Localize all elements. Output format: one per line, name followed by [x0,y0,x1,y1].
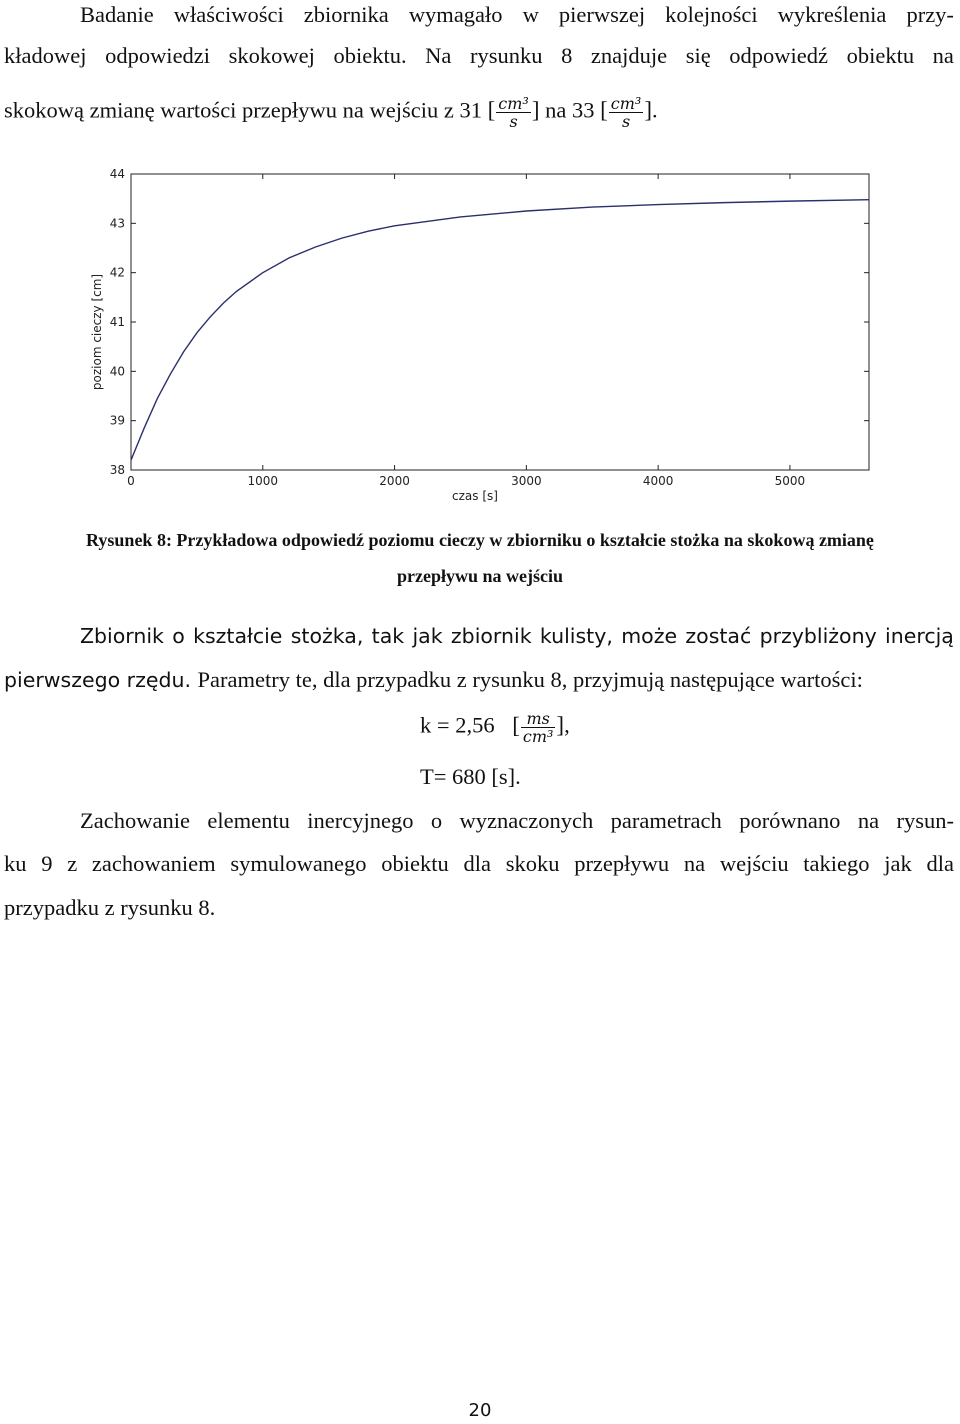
word: wejściu [719,851,789,876]
x-tick-label: 5000 [774,474,806,488]
word: o [172,624,185,648]
flow-unit-fraction-2: $\frac{\text{cm³}}{s}$ [610,94,642,131]
word: ku [4,851,27,876]
word: stożka, [290,624,364,648]
word: odpowiedź [729,43,828,68]
word: kształcie [193,624,283,648]
intro-line-3: skokową zmianę wartości przepływu na wejściu z 31 [ $\frac{\text{cm³}}{s}$ ] na 33 [ $\frac{\text{cm³}}{s}$ ]. [4,94,658,131]
word: Zachowanie [80,808,190,833]
param-T: T= 680 [s]. [420,764,521,789]
word: elementu [207,808,290,833]
word: może [621,624,678,648]
flow-unit-fraction: $\frac{\text{cm³}}{s}$ [498,94,529,131]
word: przybliżony [759,624,877,648]
word: 9 [41,851,53,876]
word: porównano [739,808,841,833]
para2-line-2: pierwszego rzędu. Parametry te, dla przypadku z rysunku 8, przyjmują następujące wartości: [4,667,863,692]
word: się [685,43,711,68]
word: wykreślenia [777,2,887,27]
word: znajduje [590,43,668,68]
word: parametrach [610,808,722,833]
word: Zbiornik [80,624,164,648]
word: przy- [906,2,954,27]
word: wymagało [408,2,503,27]
word: na [932,43,954,68]
word: zostać [685,624,752,648]
intro-line-3-prefix: skokową zmianę wartości przepływu na wejściu z 31 [4,97,482,123]
word: Na [425,43,452,68]
y-tick-label: 41 [109,315,125,329]
y-tick-label: 44 [109,167,125,181]
intro-line-1 [80,0,954,30]
word: zbiornika [303,2,389,27]
x-axis-label: czas [s] [452,489,498,503]
intro-line-3-mid: na 33 [545,97,595,123]
word: na [857,808,880,833]
para2-line-1 [80,621,954,651]
word: obiektu [381,851,449,876]
word: zbiornik [450,624,532,648]
x-tick-label: 4000 [642,474,674,488]
word: kulisty, [539,624,613,648]
y-tick-label: 38 [109,463,125,477]
plot-frame [131,174,869,470]
word: skoku [505,851,560,876]
word: 8 [561,43,573,68]
word: pierwszej [558,2,646,27]
word: Badanie [80,2,154,27]
word: jak [412,624,443,648]
word: kolejności [665,2,758,27]
word: obiektu. [333,43,407,68]
level-response-chart [90,160,890,510]
word: w [522,2,539,27]
word: dla [926,851,954,876]
word: przepływu [574,851,670,876]
word: odpowiedzi [105,43,211,68]
word: na [683,851,706,876]
y-tick-label: 43 [109,216,125,231]
word: kładowej [4,43,87,68]
y-tick-label: 39 [109,413,125,428]
word: inercyjnego [307,808,414,833]
word: tak [371,624,405,648]
word: rysunku [469,43,543,68]
x-tick-label: 3000 [511,474,542,488]
word: skokowej [228,43,315,68]
x-tick-label: 0 [127,474,135,488]
word: obiektu [846,43,915,68]
x-tick-label: 1000 [247,474,279,488]
param-k: k = 2,56 [ $\frac{ms}{\text{cm³}}$ ], [420,709,570,746]
word: dla [463,851,491,876]
word: z [67,851,78,876]
figure-caption-line-2: przepływu na wejściu [397,566,563,586]
word: symulowanego [230,851,367,876]
y-tick-label: 42 [109,265,125,280]
para3-line-2 [4,849,954,879]
word: jak [884,851,912,876]
word: o [430,808,443,833]
word: takiego [803,851,870,876]
x-tick-label: 2000 [379,474,410,488]
y-axis-label: poziom cieczy [cm] [90,273,104,391]
y-tick-label: 40 [109,364,125,379]
word: inercją [885,624,954,648]
word: wyznaczonych [459,808,594,833]
word: zachowaniem [91,851,216,876]
page-number: 20 [468,1400,492,1421]
word: właściwości [173,2,284,27]
k-unit-fraction: $\frac{ms}{\text{cm³}}$ [522,709,554,746]
para3-line-1 [80,806,954,836]
intro-line-2 [4,41,954,71]
word: rysun- [896,808,954,833]
figure-caption-line-1: Rysunek 8: Przykładowa odpowiedź poziomu cieczy w zbiorniku o kształcie stożka na skokową zmianę [86,530,874,550]
para3-line-3: przypadku z rysunku 8. [4,895,216,920]
